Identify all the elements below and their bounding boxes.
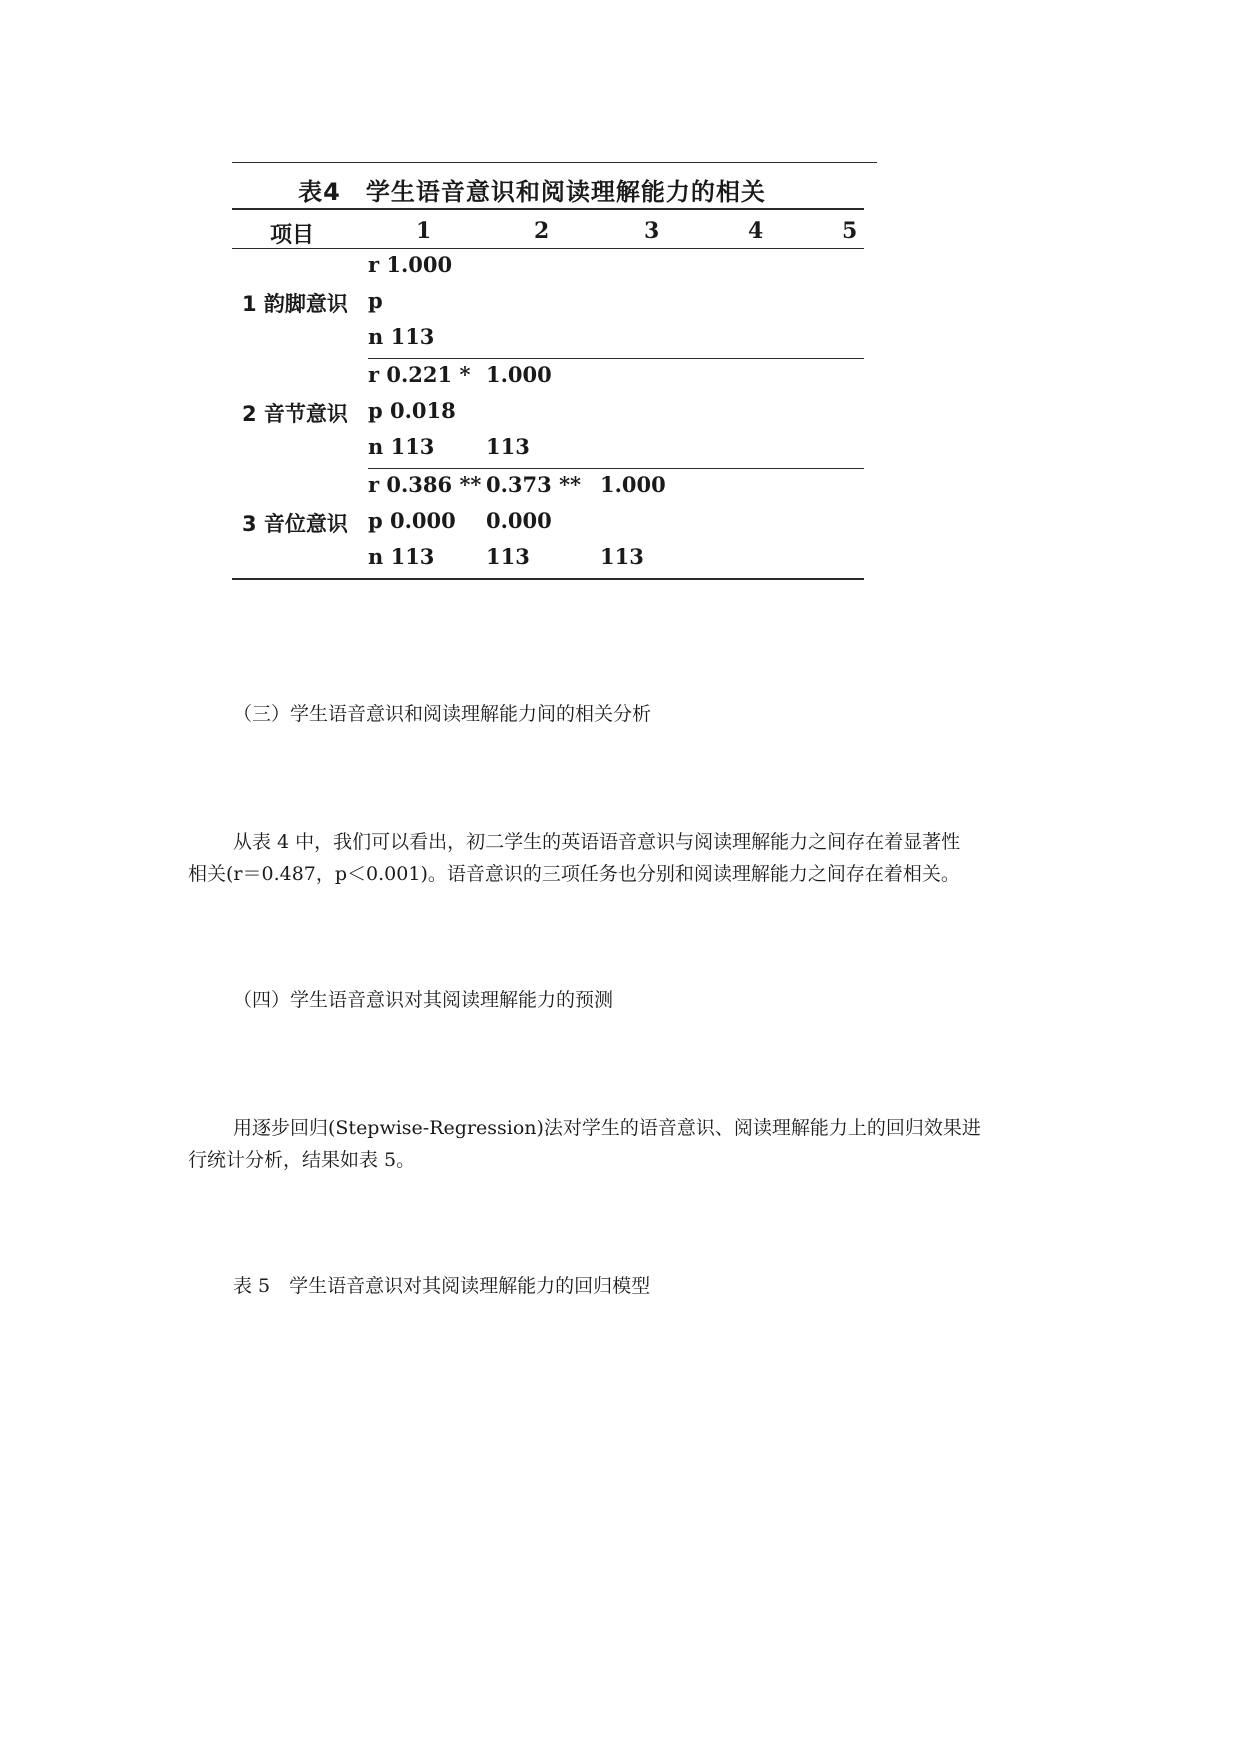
cell-r3-c1-n: n 113 — [368, 544, 435, 569]
section-heading-4: （四）学生语音意识对其阅读理解能力的预测 — [233, 989, 614, 1011]
header-item: 项目 — [270, 223, 315, 248]
cell-r2-c1-n: n 113 — [368, 434, 435, 459]
cell-r1-c1-r: r 1.000 — [368, 252, 453, 277]
table-header-bottom-rule — [232, 248, 864, 249]
cell-r2-c1-r: r 0.221 * — [368, 362, 471, 387]
table-header-top-rule — [232, 208, 864, 210]
cell-r3-c2-n: 113 — [486, 544, 530, 569]
cell-r3-c1-p: p 0.000 — [368, 508, 456, 533]
row-label-1: 1 韵脚意识 — [242, 292, 348, 316]
header-col-3: 3 — [644, 218, 660, 244]
cell-r3-c1-r: r 0.386 ** — [368, 472, 482, 497]
section-heading-3: （三）学生语音意识和阅读理解能力间的相关分析 — [233, 703, 652, 725]
row-separator-2 — [368, 468, 864, 469]
table-5-caption: 表 5 学生语音意识对其阅读理解能力的回归模型 — [233, 1275, 651, 1297]
header-col-1: 1 — [416, 218, 432, 244]
cell-r3-c3-n: 113 — [600, 544, 644, 569]
paragraph-2-line-1: 用逐步回归(Stepwise-Regression)法对学生的语音意识、阅读理解能力上的回归效果进 — [233, 1117, 981, 1139]
row-separator-1 — [368, 358, 864, 359]
header-col-5: 5 — [842, 218, 858, 244]
table-top-rule — [232, 162, 877, 163]
header-col-2: 2 — [534, 218, 550, 244]
cell-r1-c1-n: n 113 — [368, 324, 435, 349]
cell-r2-c1-p: p 0.018 — [368, 398, 456, 423]
header-col-4: 4 — [748, 218, 764, 244]
paragraph-1-line-2: 相关(r＝0.487，p＜0.001)。语音意识的三项任务也分别和阅读理解能力之间存在着相关。 — [188, 863, 960, 885]
table-title: 表4 学生语音意识和阅读理解能力的相关 — [298, 178, 766, 206]
cell-r3-c2-p: 0.000 — [486, 508, 552, 533]
paragraph-1-line-1: 从表 4 中，我们可以看出，初二学生的英语语音意识与阅读理解能力之间存在着显著性 — [233, 831, 961, 853]
table-4 — [232, 160, 877, 590]
paragraph-2-line-2: 行统计分析，结果如表 5。 — [188, 1149, 416, 1171]
cell-r2-c2-r: 1.000 — [486, 362, 552, 387]
cell-r1-c1-p: p — [368, 288, 383, 313]
cell-r2-c2-n: 113 — [486, 434, 530, 459]
cell-r3-c2-r: 0.373 ** — [486, 472, 582, 497]
cell-r3-c3-r: 1.000 — [600, 472, 666, 497]
row-label-3: 3 音位意识 — [242, 512, 348, 536]
row-label-2: 2 音节意识 — [242, 402, 348, 426]
table-bottom-rule — [232, 578, 864, 580]
